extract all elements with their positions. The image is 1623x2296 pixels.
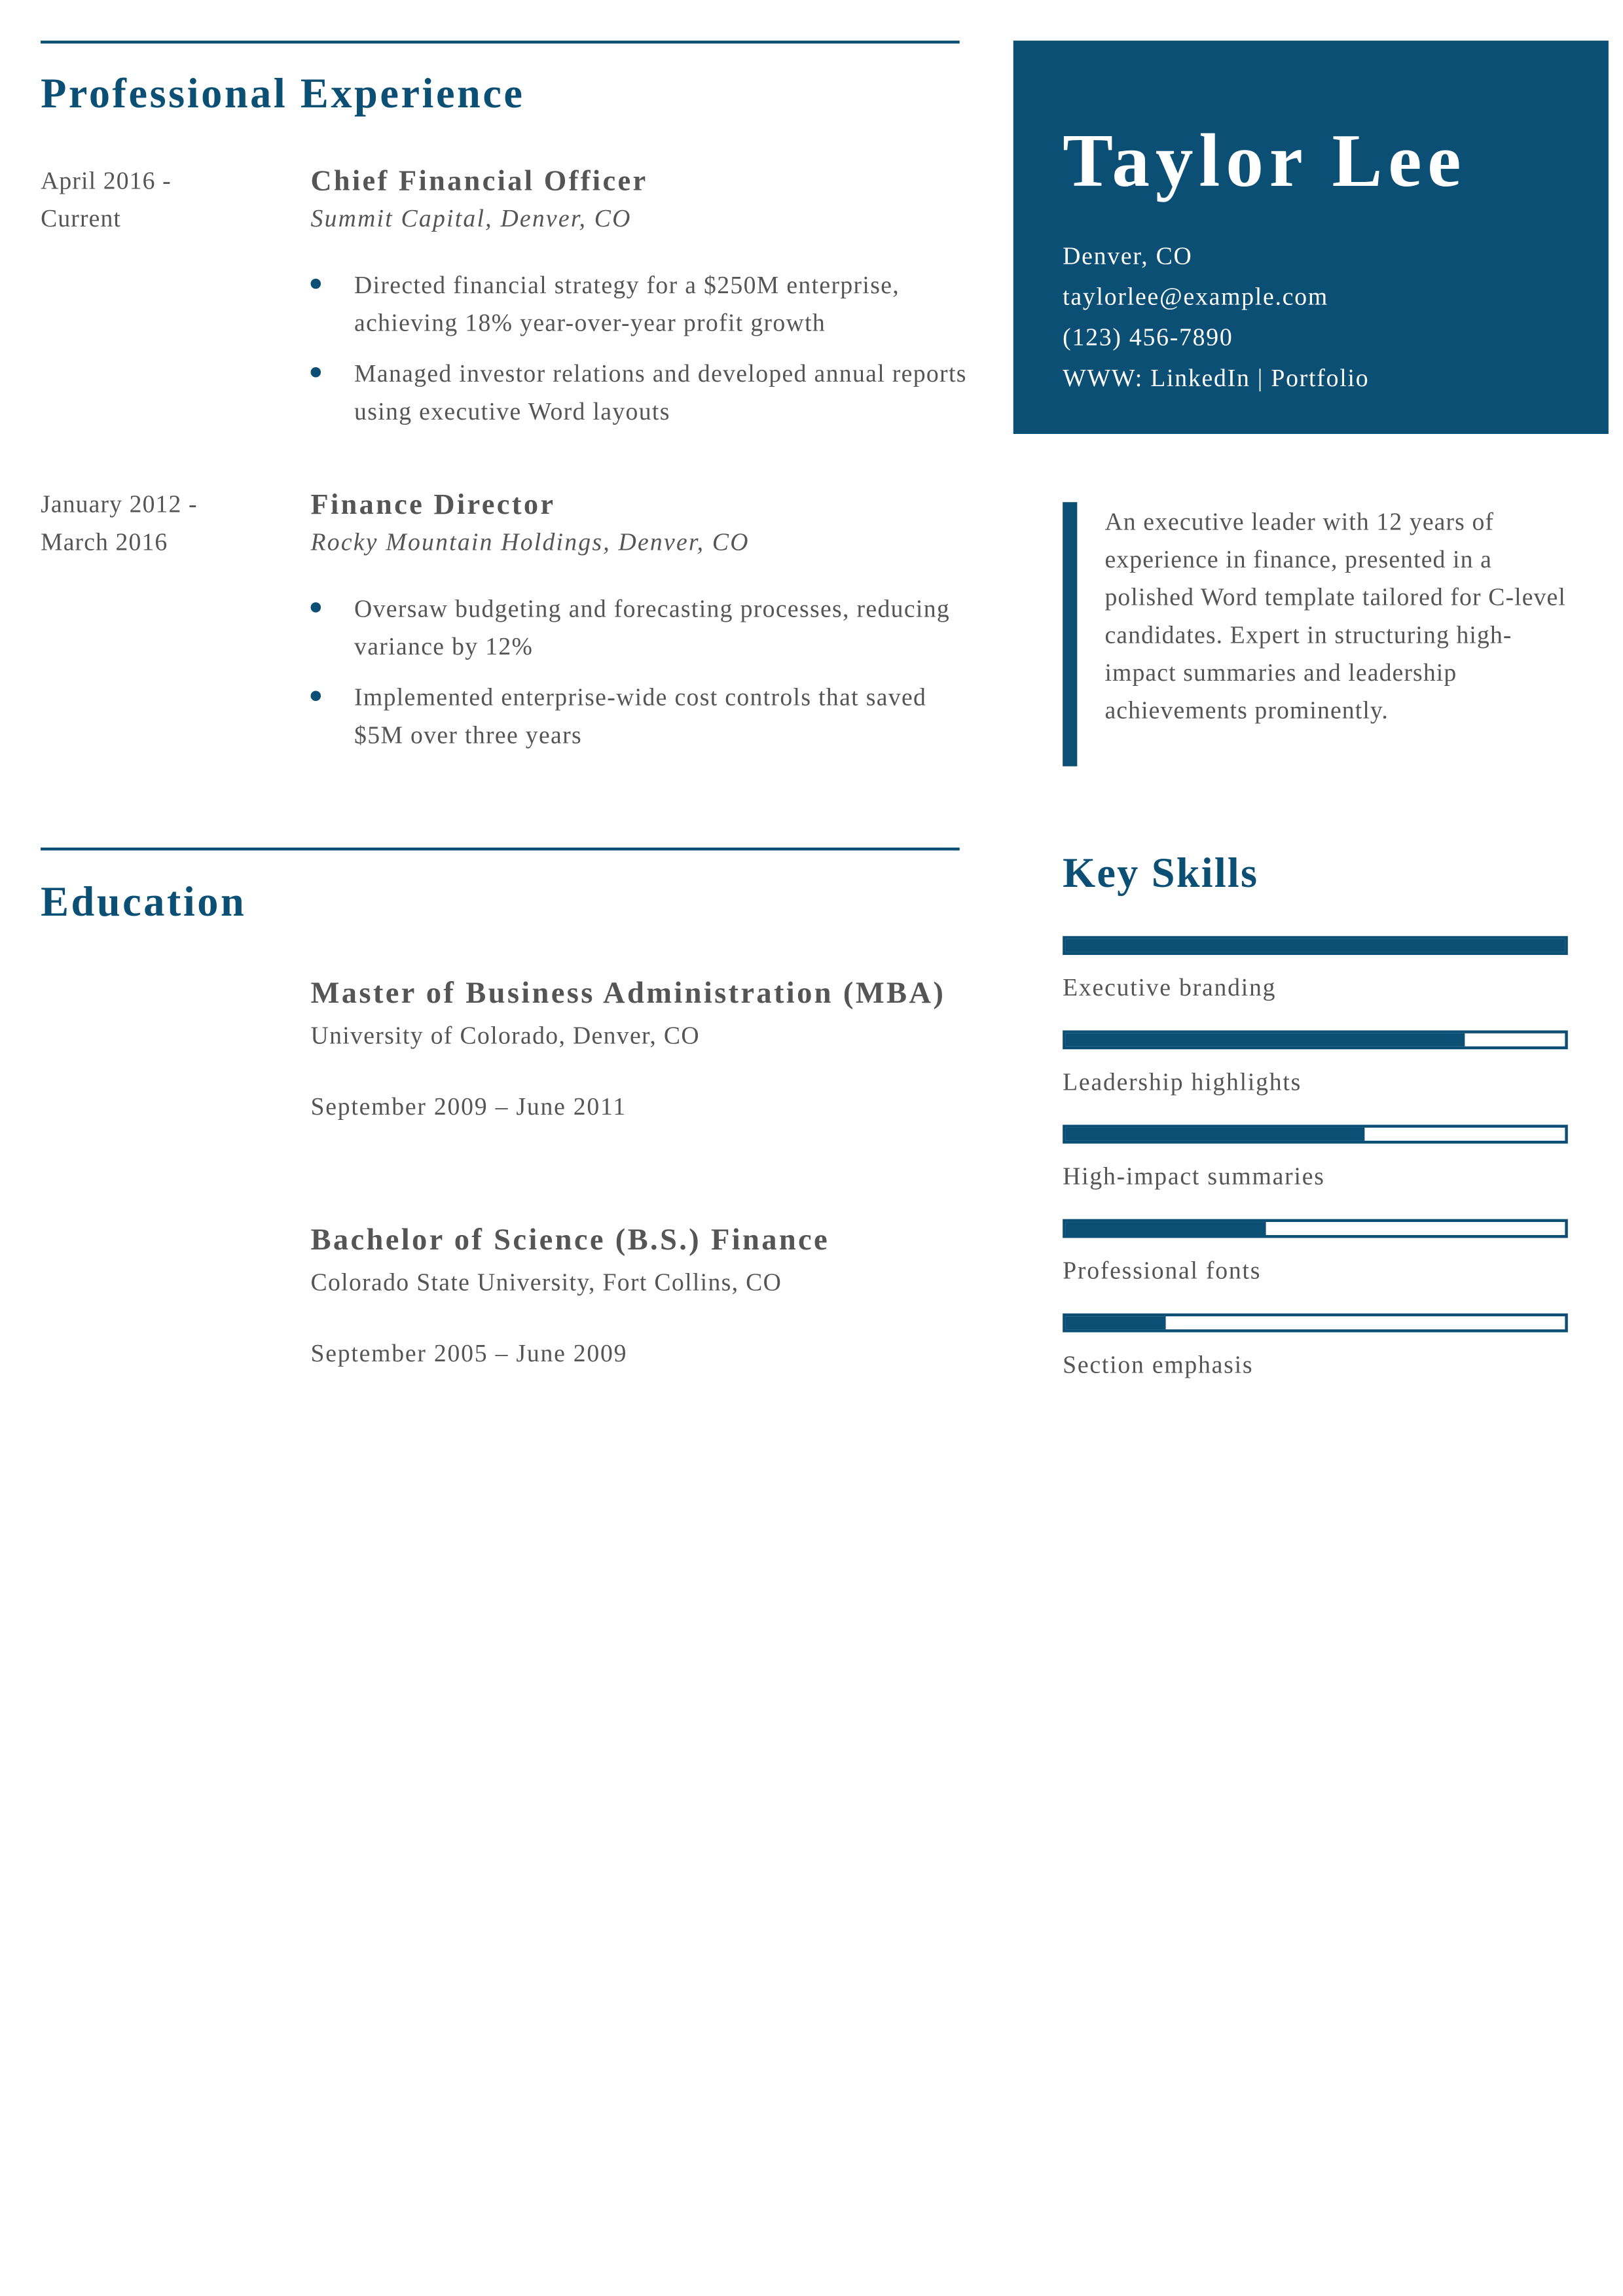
education-school: University of Colorado, Denver, CO <box>310 1022 700 1050</box>
summary-accent-bar <box>1063 502 1077 766</box>
job-bullet-text: Managed investor relations and developed annual reports using executive Word layouts <box>354 359 967 425</box>
education-divider <box>41 848 960 850</box>
job-dates <box>41 486 259 562</box>
skill-meter-fill <box>1066 1033 1465 1047</box>
skill-label: Section emphasis <box>1063 1351 1254 1379</box>
job-bullets <box>311 267 979 431</box>
job-date-start: April 2016 - <box>41 167 172 195</box>
skill-meter <box>1063 1219 1568 1238</box>
education-dates: September 2005 – June 2009 <box>310 1339 628 1367</box>
contact-info <box>1063 236 1369 399</box>
education-entry <box>311 1216 950 1372</box>
job-bullet-text: Oversaw budgeting and forecasting processes, reducing variance by 12% <box>354 595 951 660</box>
skill-meter <box>1063 936 1568 955</box>
education-school: Colorado State University, Fort Collins, CO <box>310 1268 782 1297</box>
skill-label: Leadership highlights <box>1063 1068 1302 1096</box>
job-date-start: January 2012 - <box>41 490 198 518</box>
experience-divider <box>41 41 960 43</box>
skill-label: Executive branding <box>1063 973 1277 1002</box>
job-title: Chief Financial Officer <box>310 165 648 198</box>
skill-item <box>1063 1314 1568 1383</box>
bullet-dot-icon <box>311 691 321 701</box>
skill-meter <box>1063 1314 1568 1333</box>
contact-location: Denver, CO <box>1063 242 1193 270</box>
skill-meter-fill <box>1066 1128 1366 1141</box>
job-bullet-text: Implemented enterprise-wide cost controls that saved $5M over three years <box>354 683 927 749</box>
skill-item <box>1063 936 1568 1005</box>
job-dates <box>41 162 259 238</box>
job-bullet-text: Directed financial strategy for a $250M enterprise, achieving 18% year-over-year profit growth <box>354 271 900 337</box>
skill-meter-fill <box>1066 939 1565 952</box>
job-bullets <box>311 590 979 755</box>
experience-heading: Professional Experience <box>41 71 525 118</box>
education-entry <box>311 969 950 1126</box>
skills-heading: Key Skills <box>1063 850 1259 897</box>
job-details <box>311 162 979 444</box>
skill-meter-fill <box>1066 1316 1166 1329</box>
skill-meter <box>1063 1124 1568 1143</box>
skill-meter-fill <box>1066 1222 1266 1235</box>
bullet-dot-icon <box>311 279 321 289</box>
education-dates: September 2009 – June 2011 <box>310 1092 627 1121</box>
skill-label: High-impact summaries <box>1063 1162 1325 1191</box>
summary-block <box>1063 502 1566 766</box>
candidate-name: Taylor Lee <box>1063 120 1467 204</box>
contact-web-links[interactable]: WWW: LinkedIn | Portfolio <box>1063 364 1370 392</box>
contact-phone: (123) 456-7890 <box>1063 323 1233 351</box>
summary-text: An executive leader with 12 years of experience in finance, presented in a polished Word template tailored for C-level candidates. Expert in structuring high-impact summaries and leadership achievements prominently. <box>1104 508 1566 725</box>
skill-label: Professional fonts <box>1063 1257 1262 1285</box>
job-bullet <box>311 267 979 342</box>
skill-meter <box>1063 1030 1568 1049</box>
job-date-end: Current <box>41 204 122 232</box>
education-heading: Education <box>41 879 247 926</box>
job-date-end: March 2016 <box>41 528 168 556</box>
skill-item <box>1063 1124 1568 1194</box>
job-bullet <box>311 679 979 755</box>
education-degree: Bachelor of Science (B.S.) Finance <box>310 1222 830 1257</box>
contact-email[interactable]: taylorlee@example.com <box>1063 283 1328 311</box>
bullet-dot-icon <box>311 367 321 378</box>
name-header-block <box>1013 41 1609 434</box>
skill-item <box>1063 1030 1568 1100</box>
job-company: Rocky Mountain Holdings, Denver, CO <box>310 528 750 556</box>
skill-item <box>1063 1219 1568 1289</box>
education-degree: Master of Business Administration (MBA) <box>310 975 946 1011</box>
job-bullet <box>311 355 979 431</box>
job-title: Finance Director <box>310 489 556 522</box>
bullet-dot-icon <box>311 602 321 613</box>
job-details <box>311 486 979 768</box>
job-bullet <box>311 590 979 666</box>
job-company: Summit Capital, Denver, CO <box>310 204 632 232</box>
